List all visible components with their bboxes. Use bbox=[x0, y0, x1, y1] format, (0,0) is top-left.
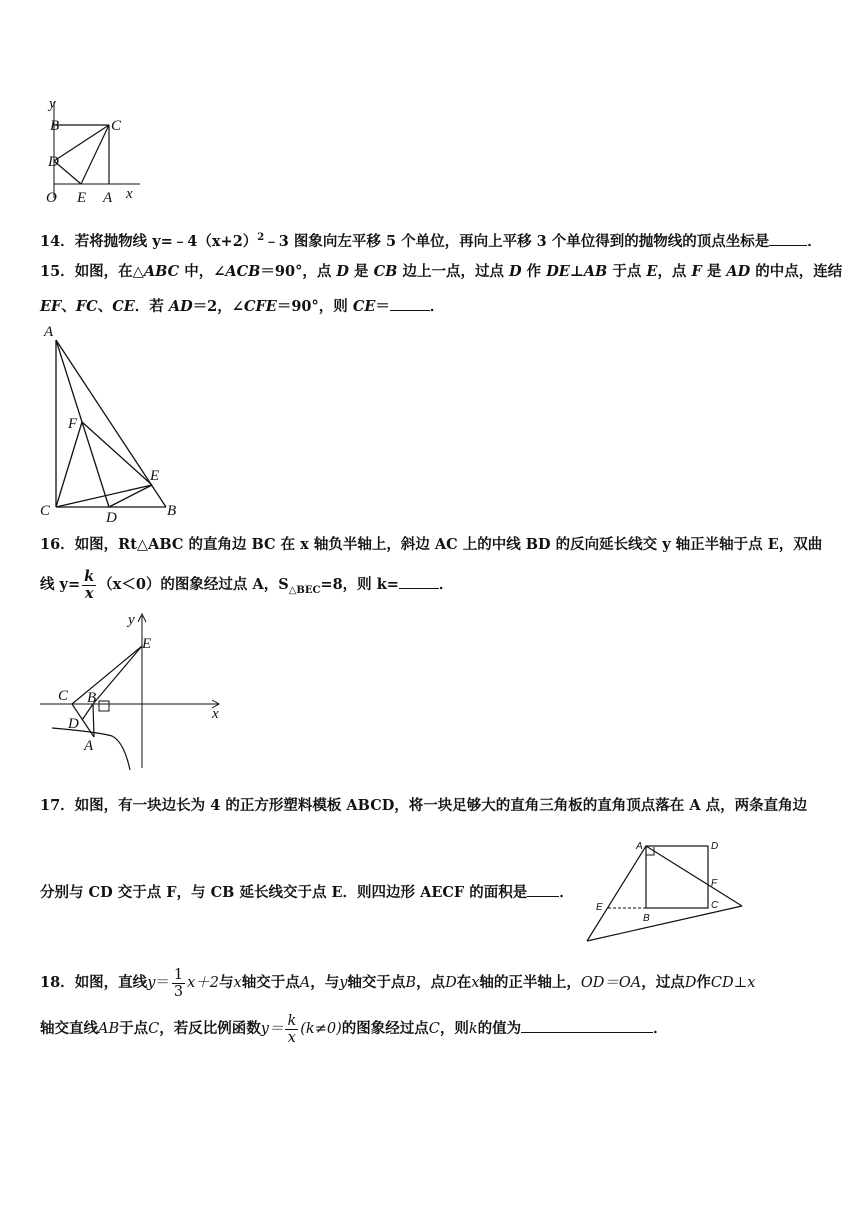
q14-number: 14． bbox=[40, 232, 75, 250]
q15-text: 中，∠ bbox=[179, 263, 226, 280]
q15-text: 如图，在△ bbox=[74, 263, 144, 280]
q18-frac2-num: k bbox=[287, 1012, 297, 1029]
q15-math: FC bbox=[75, 298, 98, 315]
q16-end: ． bbox=[438, 576, 454, 593]
fig13-label-O: O bbox=[46, 190, 57, 206]
q14-sup: 2 bbox=[257, 232, 265, 243]
figure-q17 bbox=[584, 838, 749, 946]
question-15-line-1 bbox=[40, 262, 842, 282]
q15-math: EF bbox=[40, 298, 62, 315]
q15-math: CE bbox=[352, 298, 376, 315]
q18-math: y bbox=[147, 975, 156, 991]
fig13-label-A: A bbox=[103, 190, 113, 206]
fig13-label-C: C bbox=[111, 118, 122, 134]
fig13-label-x: x bbox=[126, 186, 133, 202]
fig16-label-x: x bbox=[212, 706, 219, 722]
q15-math: D bbox=[509, 263, 522, 280]
q15-text: 作 bbox=[521, 263, 547, 280]
q18-math: A bbox=[299, 975, 311, 991]
q15-text: 边上一点，过点 bbox=[397, 263, 509, 280]
q15-math: E bbox=[646, 263, 658, 280]
figure-q13 bbox=[40, 98, 150, 208]
q15-text: ．若 bbox=[134, 298, 169, 315]
fig17-label-B: B bbox=[643, 913, 650, 924]
q15-text: 是 bbox=[701, 263, 727, 280]
q15-math: ABC bbox=[143, 263, 180, 280]
figure-q16 bbox=[38, 610, 238, 780]
question-18-line-2 bbox=[40, 1010, 668, 1048]
q18-math: x＋2 bbox=[187, 975, 220, 991]
q15-text: ＝2，∠ bbox=[192, 298, 244, 315]
q15-text: 、 bbox=[61, 298, 76, 315]
q15-text: 的中点，连结 bbox=[750, 263, 843, 280]
q18-end: ． bbox=[653, 1020, 668, 1037]
fig16-label-E: E bbox=[142, 636, 152, 652]
q17-line1: 如图，有一块边长为 4 的正方形塑料模板 ABCD，将一块足够大的直角三角板的直角顶点落在 A 点，两条直角边 bbox=[74, 797, 808, 814]
fig17-label-D: D bbox=[711, 841, 719, 852]
q18-text: 如图，直线 bbox=[74, 974, 148, 991]
q18-math: B bbox=[405, 975, 417, 991]
question-18-line-1 bbox=[40, 964, 755, 1002]
fig16-label-C: C bbox=[58, 688, 69, 704]
question-14 bbox=[40, 228, 822, 252]
fig15-label-D: D bbox=[106, 510, 117, 526]
q18-math: x bbox=[471, 975, 480, 991]
q15-text: ＝90°，则 bbox=[276, 298, 353, 315]
q15-math: D bbox=[336, 263, 349, 280]
q18-math: y bbox=[339, 975, 348, 991]
q18-text: 的值为 bbox=[477, 1020, 522, 1037]
q15-text: 、 bbox=[97, 298, 113, 315]
q18-text: 轴交直线 bbox=[40, 1020, 98, 1037]
q18-text: ，点 bbox=[416, 974, 446, 991]
q14-text-a: 若将抛物线 y=﹣4（x+2） bbox=[74, 232, 258, 250]
q14-text-b: ﹣3 图象向左平移 5 个单位，再向上平移 3 个单位得到的抛物线的顶点坐标是 bbox=[264, 232, 770, 250]
q15-math: CE bbox=[112, 298, 135, 315]
q16-line1: 如图，Rt△ABC 的直角边 BC 在 x 轴负半轴上，斜边 AC 上的中线 BD 的反向延长线交 y 轴正半轴于点 E，双曲 bbox=[74, 536, 823, 553]
q18-math: y＝ bbox=[260, 1021, 284, 1037]
q15-number: 15． bbox=[40, 263, 75, 280]
question-17-line-1 bbox=[40, 796, 807, 816]
q17-line2: 分别与 CD 交于点 F，与 CB 延长线交于点 E．则四边形 AECF 的面积是 bbox=[40, 884, 528, 901]
q18-text: ，与 bbox=[310, 974, 340, 991]
q18-math: C bbox=[148, 1021, 160, 1037]
q18-math: (k≠0) bbox=[300, 1021, 342, 1037]
fig13-label-B: B bbox=[50, 118, 60, 134]
fig15-label-A: A bbox=[44, 324, 54, 340]
q14-end: ． bbox=[807, 232, 822, 250]
q18-frac-den: 3 bbox=[173, 983, 184, 1000]
q17-end: ． bbox=[559, 884, 574, 901]
q18-math: x bbox=[233, 975, 242, 991]
question-15-line-2 bbox=[40, 296, 444, 317]
q15-math: DE bbox=[546, 263, 570, 280]
q18-text: 的图象经过点 bbox=[341, 1020, 429, 1037]
q18-text: 作 bbox=[696, 974, 711, 991]
fig16-label-B: B bbox=[87, 690, 97, 706]
figure-q15 bbox=[36, 322, 186, 526]
fig15-label-B: B bbox=[167, 503, 177, 519]
q15-text: ＝ bbox=[375, 298, 390, 315]
fig16-label-y: y bbox=[128, 612, 135, 628]
q15-math: F bbox=[691, 263, 702, 280]
q15-math: CFE bbox=[243, 298, 277, 315]
q15-answer-blank[interactable] bbox=[390, 296, 430, 311]
q15-end: ． bbox=[429, 298, 445, 315]
q18-math: AB bbox=[98, 1021, 120, 1037]
q18-text: 轴交于点 bbox=[241, 974, 300, 991]
q15-text: 于点 bbox=[607, 263, 647, 280]
q18-math: CD⊥x bbox=[710, 975, 756, 991]
q18-text: 与 bbox=[219, 974, 234, 991]
q18-math: ＝ bbox=[155, 975, 170, 991]
q15-text: 是 bbox=[348, 263, 374, 280]
question-16-line-2 bbox=[40, 566, 453, 610]
q16-fraction bbox=[82, 569, 96, 602]
fig13-label-D: D bbox=[48, 154, 59, 170]
fig17-label-E: E bbox=[596, 902, 603, 913]
q18-text: 在 bbox=[456, 974, 472, 991]
q16-sub: △BEC bbox=[288, 584, 321, 596]
q18-math: OD＝OA bbox=[580, 975, 642, 991]
q17-answer-blank[interactable] bbox=[527, 882, 559, 897]
q18-frac-num: 1 bbox=[173, 966, 184, 983]
q16-frac-num: k bbox=[84, 567, 95, 585]
q18-answer-blank[interactable] bbox=[521, 1018, 653, 1033]
q15-math: CB bbox=[373, 263, 398, 280]
q18-text: 轴交于点 bbox=[347, 974, 406, 991]
q18-text: ，过点 bbox=[641, 974, 685, 991]
q16-frac-den: x bbox=[84, 584, 94, 602]
q16-l2b: （x＜0）的图象经过点 A，S bbox=[98, 576, 289, 593]
question-17-line-2 bbox=[40, 882, 574, 903]
q15-math: AD bbox=[168, 298, 193, 315]
q18-text: ，则 bbox=[439, 1020, 469, 1037]
fig15-label-E: E bbox=[150, 468, 160, 484]
q18-math: D bbox=[445, 975, 457, 991]
fig15-label-F: F bbox=[68, 416, 78, 432]
q18-math: k bbox=[468, 1021, 478, 1037]
q18-fraction bbox=[172, 967, 185, 1000]
q18-number: 18． bbox=[40, 974, 75, 991]
q15-math: ACB bbox=[225, 263, 261, 280]
q18-math: D bbox=[684, 975, 697, 991]
q18-text: 轴的正半轴上， bbox=[479, 974, 581, 991]
fig16-label-D: D bbox=[68, 716, 79, 732]
q16-l2c: =8，则 k= bbox=[320, 576, 399, 593]
fig13-label-y: y bbox=[49, 96, 56, 112]
q17-number: 17． bbox=[40, 797, 75, 814]
q18-frac2-den: x bbox=[287, 1029, 296, 1046]
q15-math: AD bbox=[726, 263, 751, 280]
fig17-label-F: F bbox=[711, 878, 718, 889]
q18-text: 于点 bbox=[119, 1020, 149, 1037]
question-16-line-1 bbox=[40, 535, 822, 555]
q16-number: 16． bbox=[40, 536, 75, 553]
fig15-label-C: C bbox=[40, 503, 51, 519]
q18-text: ，若反比例函数 bbox=[159, 1020, 261, 1037]
q18-fraction-2 bbox=[285, 1013, 298, 1046]
q18-math: C bbox=[428, 1021, 440, 1037]
q16-answer-blank[interactable] bbox=[399, 574, 439, 589]
fig16-label-A: A bbox=[84, 738, 94, 754]
q15-text: ，点 bbox=[657, 263, 692, 280]
fig17-label-C: C bbox=[711, 900, 719, 911]
fig13-label-E: E bbox=[77, 190, 87, 206]
q15-math: AB bbox=[583, 263, 608, 280]
q15-text: ＝90°，点 bbox=[260, 263, 337, 280]
q16-l2a: 线 y= bbox=[40, 576, 81, 593]
q15-text: ⊥ bbox=[569, 263, 584, 280]
fig17-label-A: A bbox=[636, 841, 643, 852]
q14-answer-blank[interactable] bbox=[769, 231, 807, 246]
